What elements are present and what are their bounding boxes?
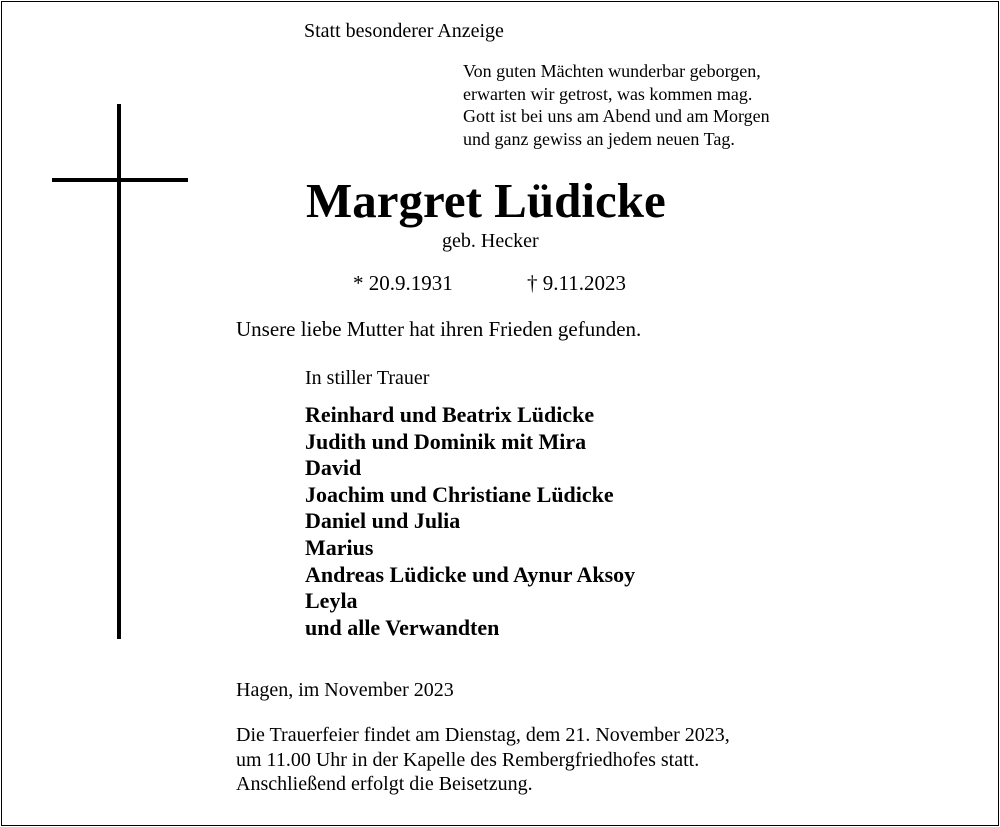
service-line: Anschließend erfolgt die Beisetzung. — [236, 773, 533, 795]
poem-line: Gott ist bei uns am Abend und am Morgen — [463, 106, 770, 126]
family-member: Andreas Lüdicke und Aynur Aksoy — [305, 561, 636, 587]
death-date: † 9.11.2023 — [527, 271, 626, 295]
memorial-message: Unsere liebe Mutter hat ihren Frieden gefunden. — [236, 317, 642, 341]
birth-date: * 20.9.1931 — [353, 271, 453, 295]
birth-name: geb. Hecker — [442, 230, 539, 252]
cross-vertical-beam — [117, 104, 121, 639]
family-member: Reinhard und Beatrix Lüdicke — [305, 402, 595, 427]
cross-horizontal-beam — [52, 178, 188, 182]
family-member: und alle Verwandten — [305, 614, 500, 640]
poem — [463, 60, 770, 150]
poem-line: erwarten wir getrost, was kommen mag. — [463, 83, 753, 104]
deceased-name: Margret Lüdicke — [306, 173, 666, 228]
poem-line: und ganz gewiss an jedem neuen Tag. — [463, 128, 735, 149]
service-line: Die Trauerfeier findet am Dienstag, dem 21. November 2023, — [236, 724, 730, 746]
family-member: Daniel und Julia — [305, 508, 461, 534]
family-member: Marius — [305, 534, 374, 560]
place-date: Hagen, im November 2023 — [236, 679, 454, 701]
service-line: um 11.00 Uhr in der Kapelle des Rembergfriedhofes statt. — [236, 748, 700, 771]
family-member: Joachim und Christiane Lüdicke — [305, 481, 614, 507]
family-member: David — [305, 455, 362, 481]
notice-header: Statt besonderer Anzeige — [304, 20, 504, 42]
family-member: Leyla — [305, 588, 358, 614]
family-list — [305, 402, 635, 641]
mourning-intro: In stiller Trauer — [305, 367, 430, 389]
family-member: Judith und Dominik mit Mira — [305, 428, 587, 454]
poem-line: Von guten Mächten wunderbar geborgen, — [463, 61, 761, 81]
service-details — [236, 723, 730, 797]
